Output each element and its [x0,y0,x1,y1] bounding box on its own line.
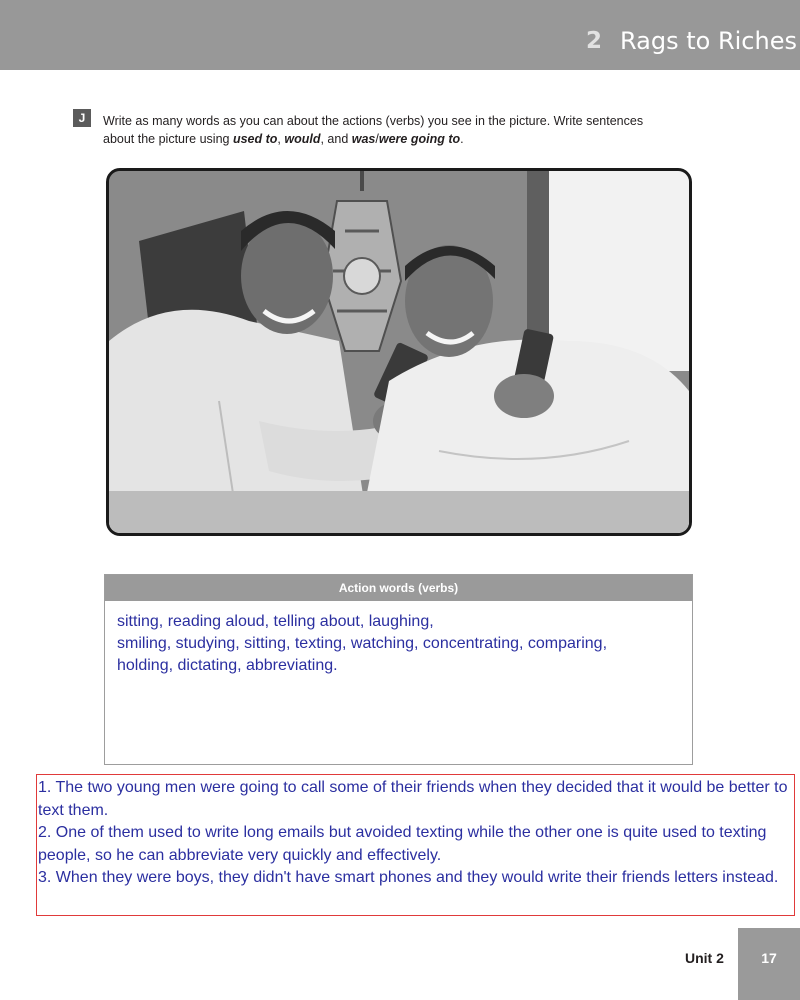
action-words-line: holding, dictating, abbreviating. [117,657,338,674]
unit-title: Rags to Riches [620,27,797,55]
instructions-period: . [460,132,464,146]
answer-sentence-3: 3. When they were boys, they didn't have smart phones and they would write their friends letters instead. [38,869,779,886]
footer-unit-label: Unit 2 [685,950,724,966]
keyword-were-going-to: were going to [378,132,461,146]
instructions-comma: , [277,132,285,146]
instructions-slash: / [375,132,379,146]
action-words-heading: Action words (verbs) [105,575,692,601]
page-number-tab [738,928,800,1000]
answer-sentence-2: 2. One of them used to write long emails but avoided texting while the other one is quite used to texting people, so he can abbreviate very quickly and effectively. [38,824,767,864]
action-words-line: smiling, studying, sitting, texting, watching, concentrating, comparing, [117,635,608,652]
sentences-answer [38,777,790,890]
action-words-box [104,574,693,765]
page-number: 17 [761,950,777,966]
action-words-line: sitting, reading aloud, telling about, laughing, [117,613,434,630]
exercise-instructions [103,112,703,148]
answer-sentence-1: 1. The two young men were going to call some of their friends when they decided that it would be better to text them. [38,779,788,819]
action-words-answer [117,611,682,677]
keyword-would: would [284,132,321,146]
unit-number: 2 [586,28,603,54]
photo-two-men-with-phones [106,168,692,536]
instructions-line-1: Write as many words as you can about the actions (verbs) you see in the picture. Write sentences [103,114,644,128]
sentences-answer-box [36,774,795,916]
keyword-used-to: used to [232,132,278,146]
keyword-was: was [351,132,376,146]
page-header [0,0,800,70]
photo-illustration [109,171,689,533]
instructions-line-2: about the picture using [103,132,233,146]
exercise-letter-badge: J [73,109,91,127]
instructions-and: , and [320,132,352,146]
